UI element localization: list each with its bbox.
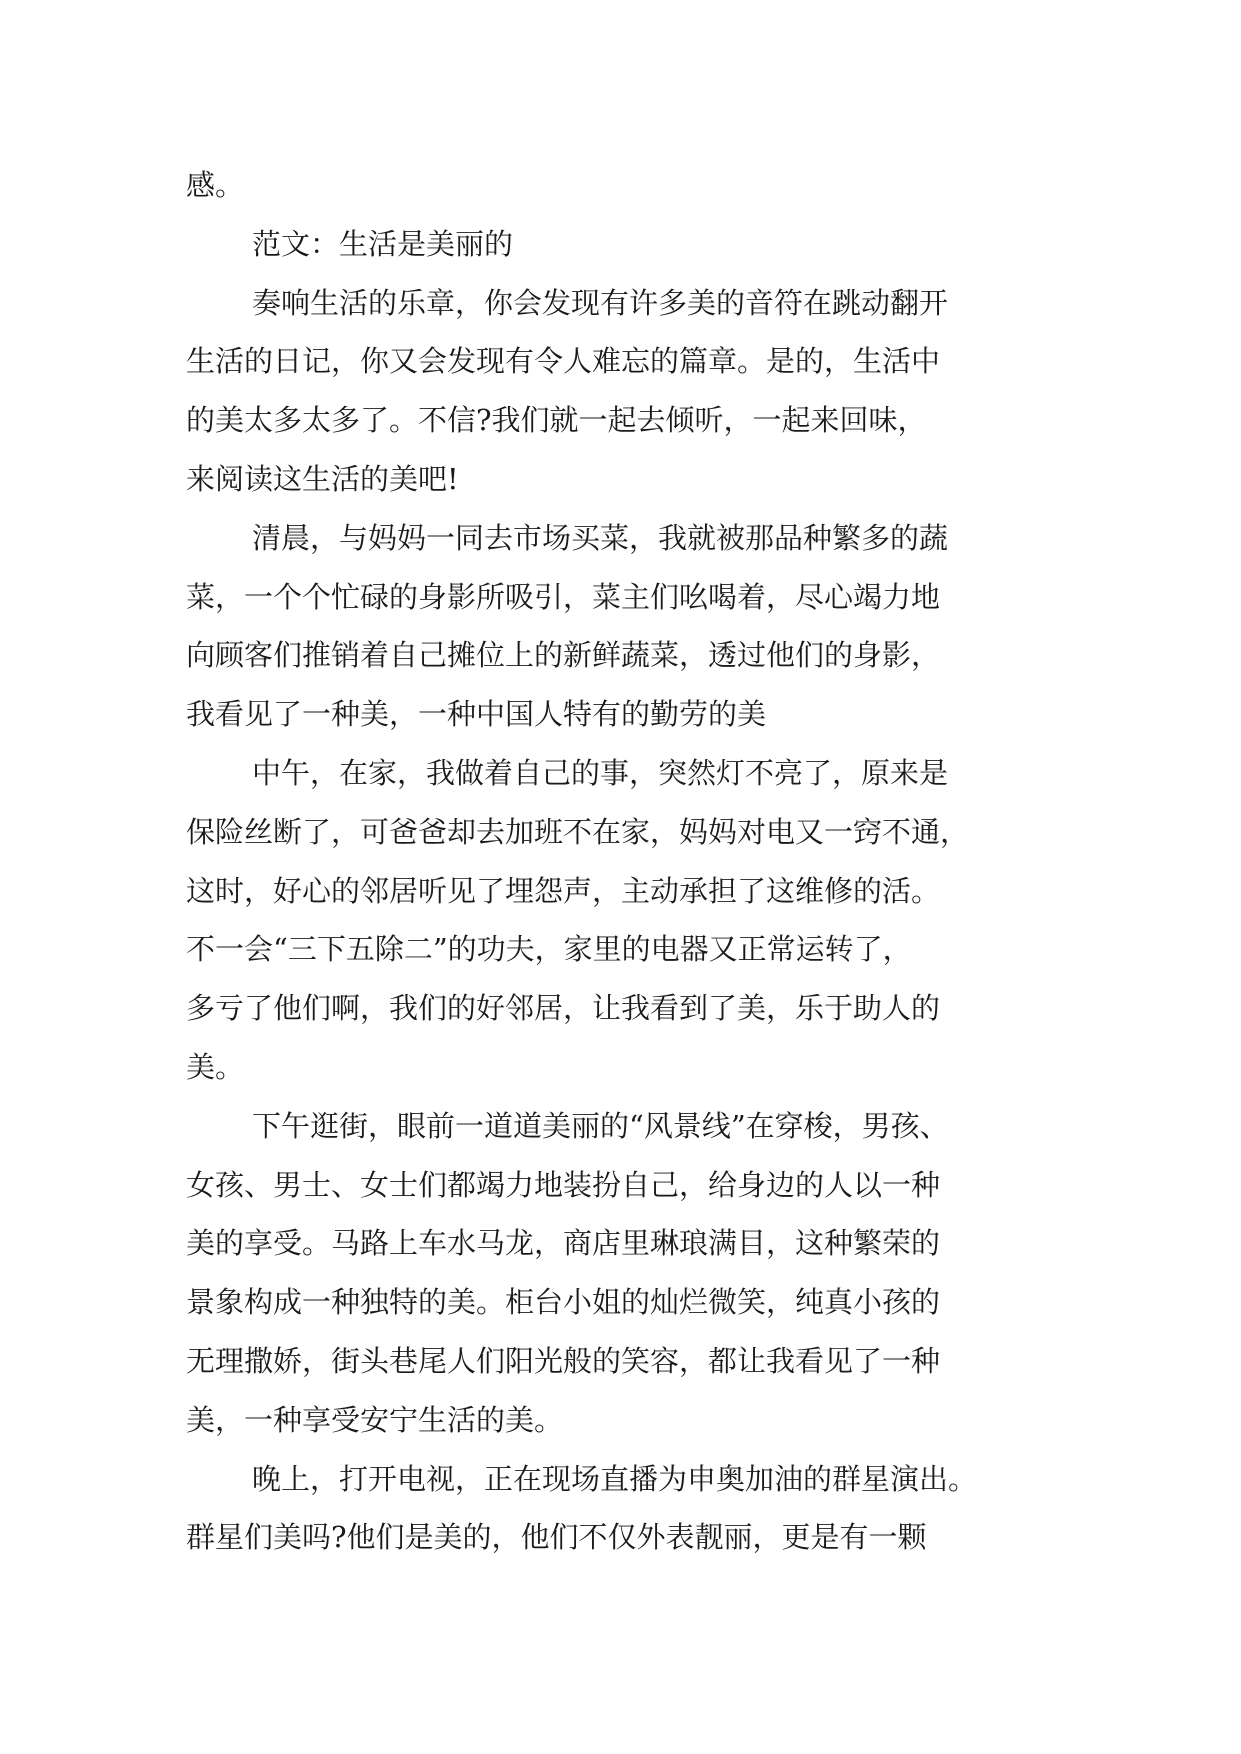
text-line: 来阅读这生活的美吧! (186, 461, 459, 496)
text-line: 下午逛街，眼前一道道美丽的“风景线”在穿梭，男孩、 (252, 1108, 949, 1143)
paragraph (186, 744, 1066, 1097)
text-line: 奏响生活的乐章，你会发现有许多美的音符在跳动翻开 (252, 285, 949, 320)
text-line: 不一会“三下五除二”的功夫，家里的电器又正常运转了， (186, 932, 912, 967)
text-line: 我看见了一种美，一种中国人特有的勤劳的美 (186, 697, 767, 732)
paragraph (186, 215, 1066, 274)
text-line: 美，一种享受安宁生活的美。 (186, 1402, 564, 1437)
text-line: 这时，好心的邻居听见了埋怨声，主动承担了这维修的活。 (186, 873, 941, 908)
text-line: 景象构成一种独特的美。柜台小姐的灿烂微笑，纯真小孩的 (186, 1285, 941, 1320)
text-line: 多亏了他们啊，我们的好邻居，让我看到了美，乐于助人的 (186, 991, 941, 1026)
text-line: 生活的日记，你又会发现有令人难忘的篇章。是的，生活中 (186, 344, 941, 379)
text-line: 无理撒娇，街头巷尾人们阳光般的笑容，都让我看见了一种 (186, 1343, 941, 1378)
text-line: 向顾客们推销着自己摊位上的新鲜蔬菜，透过他们的身影， (186, 638, 941, 673)
text-line: 感。 (186, 168, 245, 202)
paragraph (186, 509, 1066, 744)
text-line: 美的享受。马路上车水马龙，商店里琳琅满目，这种繁荣的 (186, 1226, 941, 1261)
document-body (186, 156, 1066, 1567)
text-line: 中午，在家，我做着自己的事，突然灯不亮了，原来是 (252, 755, 949, 790)
paragraph (186, 274, 1066, 509)
text-line: 女孩、男士、女士们都竭力地装扮自己，给身边的人以一种 (186, 1167, 941, 1202)
paragraph (186, 1097, 1066, 1450)
paragraph (186, 1450, 1066, 1568)
text-line: 清晨，与妈妈一同去市场买菜，我就被那品种繁多的蔬 (252, 520, 949, 555)
text-line: 菜，一个个忙碌的身影所吸引，菜主们吆喝着，尽心竭力地 (186, 579, 941, 614)
text-line: 群星们美吗?他们是美的，他们不仅外表靓丽，更是有一颗 (186, 1520, 927, 1555)
text-line: 晚上，打开电视，正在现场直播为申奥加油的群星演出。 (252, 1461, 978, 1496)
text-line: 保险丝断了，可爸爸却去加班不在家，妈妈对电又一窍不通， (186, 814, 970, 849)
text-line: 的美太多太多了。不信?我们就一起去倾听，一起来回味， (186, 403, 927, 438)
paragraph (186, 156, 1066, 215)
text-line: 范文：生活是美丽的 (252, 226, 514, 261)
text-line: 美。 (186, 1049, 245, 1084)
